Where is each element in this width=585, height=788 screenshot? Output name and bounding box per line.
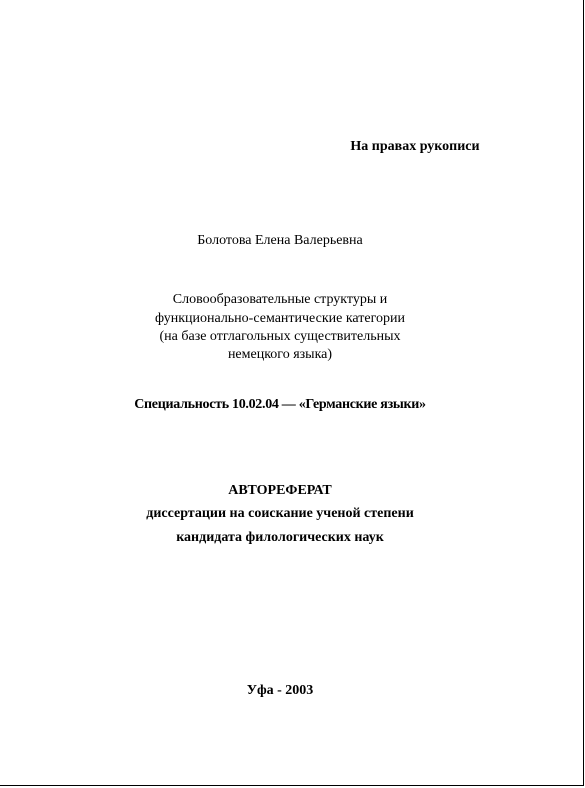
document-purpose: диссертации на соискание ученой степени [146, 506, 414, 521]
place-and-year: Уфа - 2003 [246, 683, 314, 698]
title-line-1: Словообразовательные структуры и [172, 292, 388, 307]
title-line-4: немецкого языка) [227, 347, 333, 362]
manuscript-note: На правах рукописи [350, 139, 480, 154]
title-line-3: (на базе отглагольных существительных [159, 329, 401, 344]
academic-degree: кандидата филологических наук [176, 530, 384, 545]
title-line-2: функционально-семантические категории [154, 311, 405, 326]
document-type: АВТОРЕФЕРАТ [228, 483, 332, 498]
specialty: Специальность 10.02.04 — «Германские языки» [134, 397, 426, 412]
author-name: Болотова Елена Валерьевна [197, 233, 363, 248]
